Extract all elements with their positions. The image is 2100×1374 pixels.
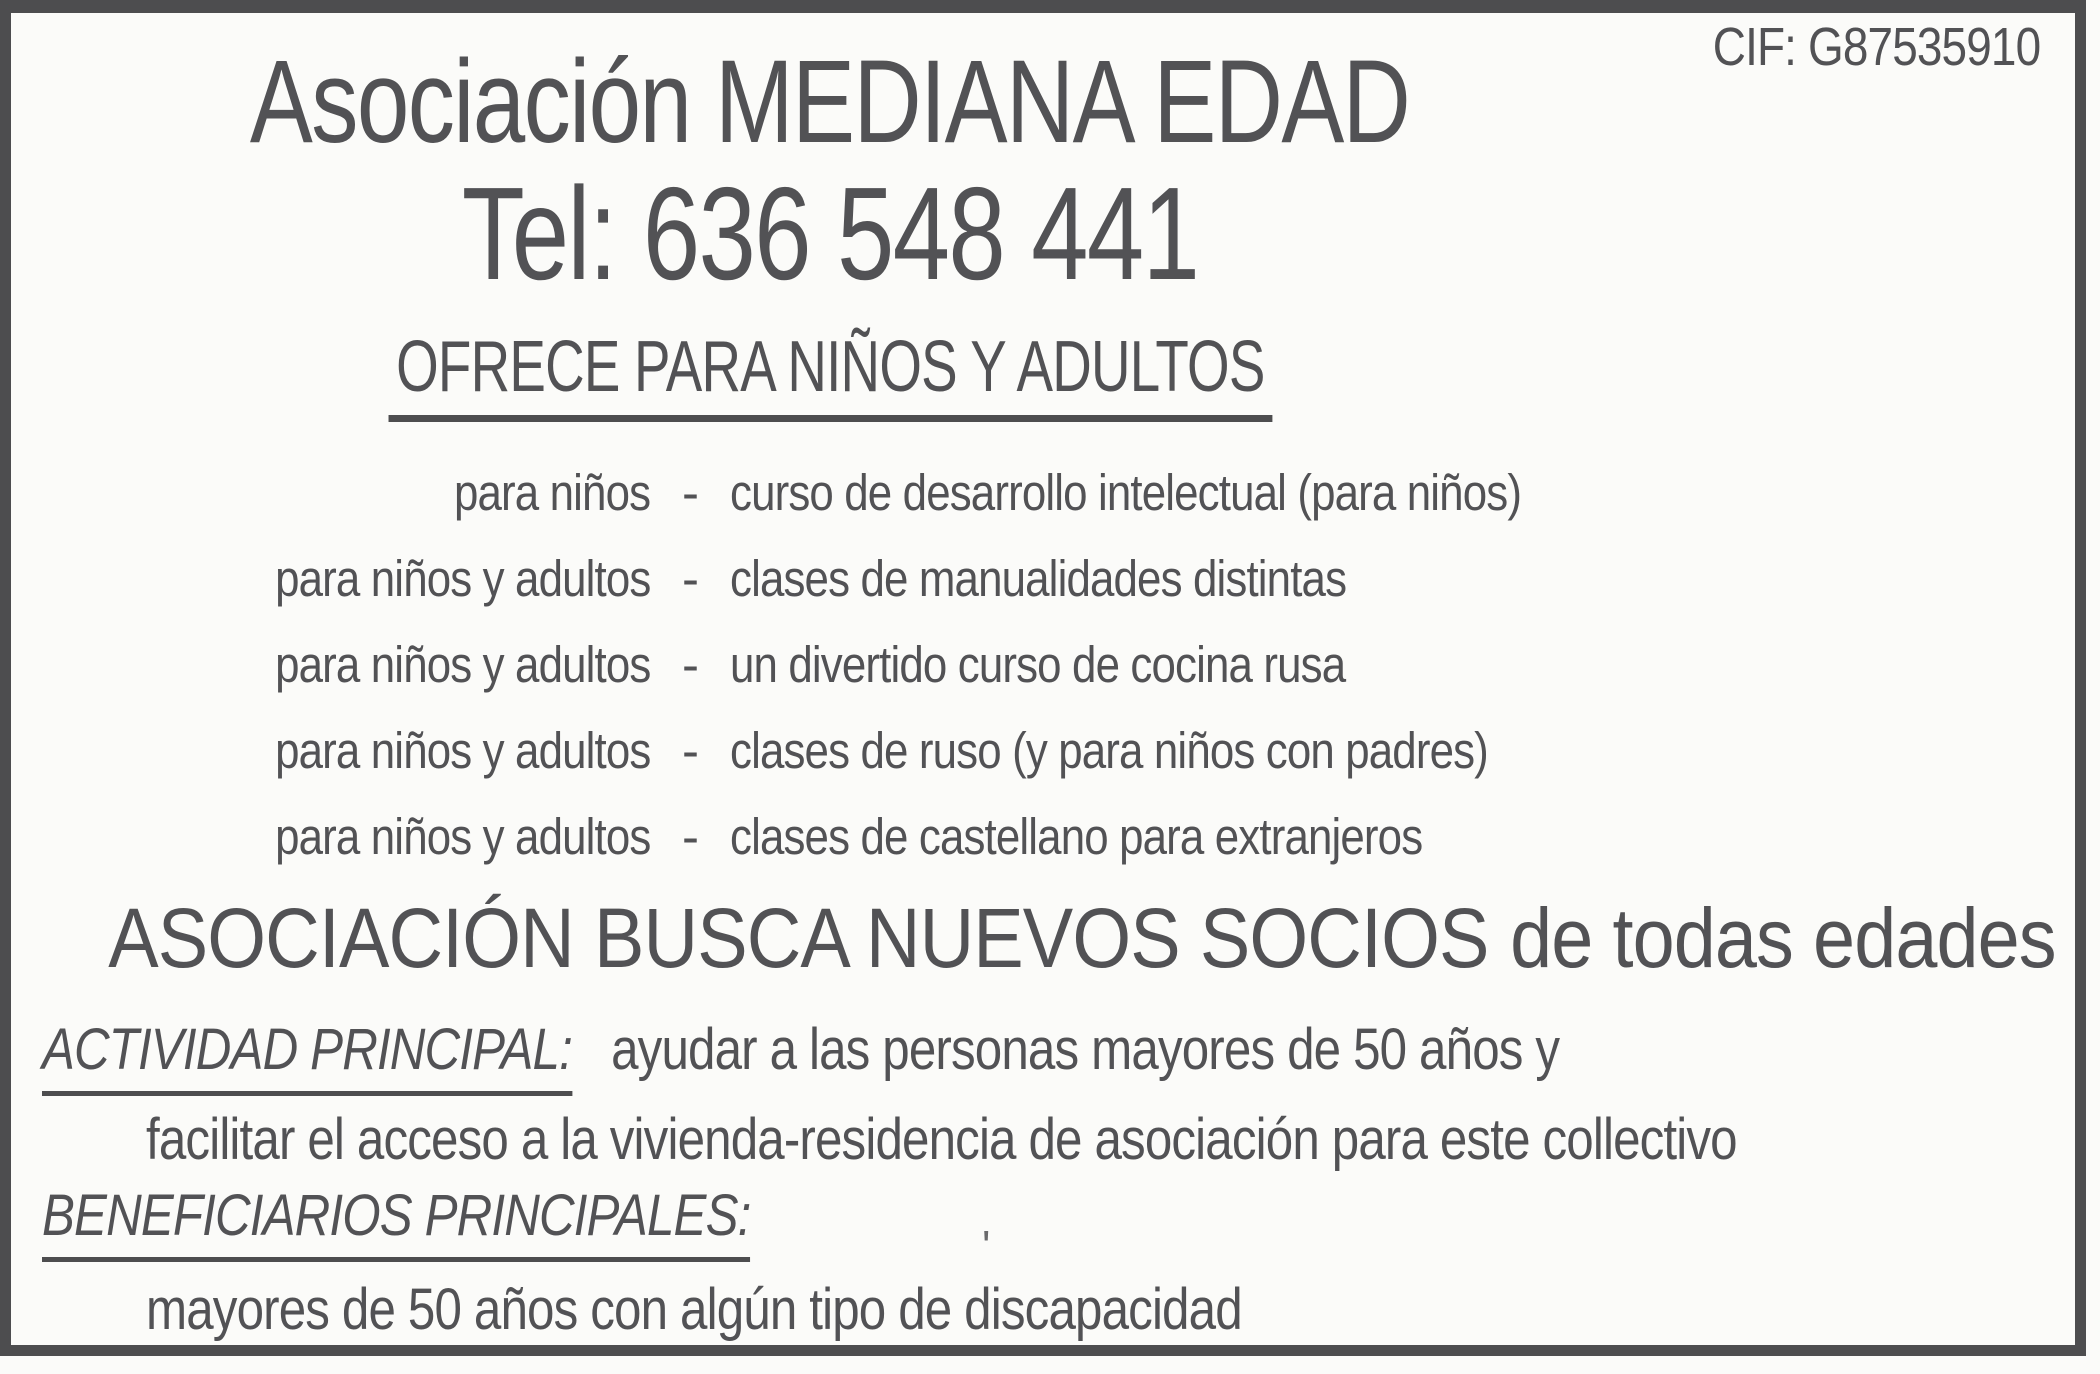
beneficiaries-label: BENEFICIARIOS PRINCIPALES: — [42, 1178, 750, 1262]
cif-text: CIF: G87535910 — [1712, 17, 2040, 77]
beneficiaries-text: mayores de 50 años con algún tipo de discapacidad — [146, 1277, 1242, 1343]
dash-separator: - — [682, 464, 698, 521]
dash-separator: - — [682, 550, 698, 608]
offer-activity: clases de castellano para extranjeros — [730, 808, 1423, 866]
membership-uppercase: ASOCIACIÓN BUSCA NUEVOS SOCIOS — [108, 891, 1489, 985]
beneficiaries-section — [42, 1178, 1435, 1348]
offer-audience: para niños y adultos — [274, 808, 650, 866]
association-title: Asociación MEDIANA EDAD — [250, 36, 1410, 168]
dash-separator: - — [682, 722, 698, 780]
main-activity-text1: ayudar a las personas mayores de 50 años y — [611, 1017, 1560, 1082]
main-activity-label: ACTIVIDAD PRINCIPAL: — [42, 1012, 572, 1096]
membership-suffix: de todas edades — [1510, 891, 2056, 985]
offer-audience: para niños y adultos — [274, 636, 650, 694]
offer-audience: para niños y adultos — [274, 722, 650, 780]
phone-number: Tel: 636 548 441 — [461, 160, 1199, 308]
offers-heading: OFRECE PARA NIÑOS Y ADULTOS — [10, 330, 1650, 423]
offer-audience: para niños — [453, 464, 650, 521]
offers-list — [0, 464, 1650, 866]
scan-artifact-mark: ' — [982, 1222, 991, 1271]
dash-separator: - — [682, 636, 698, 694]
offer-activity: curso de desarrollo intelectual (para niños) — [730, 464, 1522, 521]
membership-call — [0, 892, 2088, 984]
offer-activity: clases de ruso (y para niños con padres) — [730, 722, 1488, 780]
offer-activity: clases de manualidades distintas — [730, 550, 1347, 608]
dash-separator: - — [682, 808, 698, 866]
header-block — [10, 36, 1650, 422]
offer-audience: para niños y adultos — [274, 550, 650, 608]
offer-activity: un divertido curso de cocina rusa — [730, 636, 1346, 694]
main-activity-section — [42, 1012, 2017, 1178]
cif-number — [1655, 16, 2040, 78]
main-activity-text2: facilitar el acceso a la vivienda-residencia de asociación para este collectivo — [146, 1107, 1737, 1173]
